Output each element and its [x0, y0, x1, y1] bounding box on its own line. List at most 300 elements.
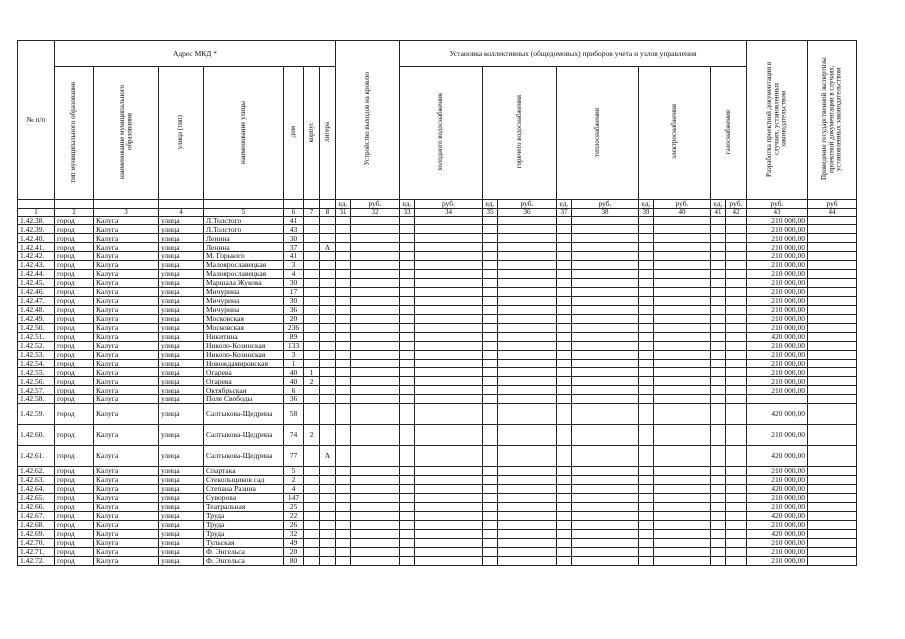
street-name-cell: Николо-Козинская: [204, 341, 284, 350]
empty-cell: [415, 252, 483, 261]
empty-cell: [336, 279, 351, 288]
empty-cell: [639, 494, 654, 503]
table-row: [18, 511, 857, 520]
empty-cell: [726, 225, 747, 234]
expertise-cost-cell: [808, 359, 857, 368]
korpus-cell: [304, 476, 320, 485]
empty-cell: [711, 270, 726, 279]
empty-cell: [711, 476, 726, 485]
empty-cell: [336, 323, 351, 332]
mo-type-cell: город: [55, 252, 94, 261]
table-row: [18, 476, 857, 485]
empty-cell: [726, 547, 747, 556]
empty-cell: [336, 476, 351, 485]
empty-cell: [711, 314, 726, 323]
empty-cell: [557, 305, 572, 314]
expertise-cost-cell: [808, 485, 857, 494]
mo-name-cell: Калуга: [94, 520, 159, 529]
empty-cell: [415, 485, 483, 494]
empty-cell: [483, 547, 498, 556]
empty-cell: [572, 243, 639, 252]
table-row: [18, 485, 857, 494]
empty-cell: [498, 425, 557, 446]
empty-cell: [711, 305, 726, 314]
empty-cell: [400, 305, 415, 314]
empty-cell: [557, 225, 572, 234]
design-cost-cell: 210 000,00: [747, 243, 808, 252]
empty-cell: [711, 446, 726, 467]
mo-type-cell: город: [55, 494, 94, 503]
empty-cell: [572, 547, 639, 556]
expertise-cost-cell: [808, 425, 857, 446]
empty-cell: [336, 446, 351, 467]
unit-rub: руб: [808, 199, 857, 208]
mo-type-cell: город: [55, 547, 94, 556]
mo-type-cell: город: [55, 538, 94, 547]
empty-cell: [415, 395, 483, 404]
empty-cell: [639, 377, 654, 386]
header-electricity: электроснабжения: [639, 67, 711, 200]
mo-type-cell: город: [55, 377, 94, 386]
unit-rub: руб.: [726, 199, 747, 208]
column-number: 38: [572, 208, 639, 216]
empty-cell: [400, 323, 415, 332]
empty-cell: [351, 216, 400, 225]
empty-cell: [557, 216, 572, 225]
empty-cell: [483, 359, 498, 368]
korpus-cell: [304, 261, 320, 270]
mo-type-cell: город: [55, 350, 94, 359]
empty-cell: [654, 476, 711, 485]
empty-cell: [336, 377, 351, 386]
litera-cell: [320, 494, 336, 503]
street-type-cell: улица: [159, 279, 204, 288]
empty-cell: [336, 225, 351, 234]
empty-cell: [400, 341, 415, 350]
empty-cell: [336, 485, 351, 494]
empty-cell: [557, 377, 572, 386]
column-number: 32: [351, 208, 400, 216]
empty-cell: [498, 305, 557, 314]
column-number: 3: [94, 208, 159, 216]
empty-cell: [400, 529, 415, 538]
street-type-cell: улица: [159, 323, 204, 332]
empty-cell: [483, 538, 498, 547]
expertise-cost-cell: [808, 288, 857, 297]
column-number: 44: [808, 208, 857, 216]
empty-cell: [351, 305, 400, 314]
empty-cell: [557, 243, 572, 252]
korpus-cell: [304, 323, 320, 332]
empty-cell: [572, 341, 639, 350]
header-cold-water: холодного водоснабжения: [400, 67, 483, 200]
mo-type-cell: город: [55, 511, 94, 520]
empty-cell: [639, 288, 654, 297]
mo-name-cell: Калуга: [94, 476, 159, 485]
korpus-cell: [304, 467, 320, 476]
empty-cell: [711, 296, 726, 305]
table-row: [18, 234, 857, 243]
empty-cell: [415, 341, 483, 350]
empty-cell: [711, 547, 726, 556]
row-number: 1.42.54.: [18, 359, 55, 368]
empty-cell: [711, 502, 726, 511]
header-street-name: наименование улицы: [204, 67, 284, 200]
table-row: [18, 538, 857, 547]
mo-name-cell: Калуга: [94, 270, 159, 279]
house-cell: 26: [284, 520, 304, 529]
empty-cell: [498, 446, 557, 467]
litera-cell: А: [320, 243, 336, 252]
empty-cell: [336, 341, 351, 350]
empty-cell: [415, 323, 483, 332]
empty-cell: [557, 234, 572, 243]
empty-cell: [726, 425, 747, 446]
empty-cell: [498, 288, 557, 297]
table-row: [18, 261, 857, 270]
empty-cell: [336, 252, 351, 261]
house-cell: 43: [284, 225, 304, 234]
empty-cell: [415, 314, 483, 323]
empty-cell: [726, 395, 747, 404]
house-cell: 20: [284, 314, 304, 323]
header-korpus: корпус: [304, 67, 320, 200]
street-type-cell: улица: [159, 216, 204, 225]
empty-cell: [711, 494, 726, 503]
design-cost-cell: 210 000,00: [747, 323, 808, 332]
expertise-cost-cell: [808, 305, 857, 314]
empty-cell: [639, 467, 654, 476]
mo-name-cell: Калуга: [94, 332, 159, 341]
design-cost-cell: 210 000,00: [747, 520, 808, 529]
korpus-cell: [304, 270, 320, 279]
house-cell: 41: [284, 252, 304, 261]
mo-type-cell: город: [55, 467, 94, 476]
house-cell: 4: [284, 485, 304, 494]
design-cost-cell: 420 000,00: [747, 446, 808, 467]
table-row: [18, 332, 857, 341]
street-type-cell: улица: [159, 386, 204, 395]
design-cost-cell: 210 000,00: [747, 350, 808, 359]
empty-cell: [726, 377, 747, 386]
korpus-cell: [304, 359, 320, 368]
row-number: 1.42.41.: [18, 243, 55, 252]
empty-cell: [415, 476, 483, 485]
empty-cell: [336, 234, 351, 243]
empty-cell: [483, 225, 498, 234]
empty-cell: [639, 332, 654, 341]
empty-cell: [654, 332, 711, 341]
empty-cell: [498, 386, 557, 395]
empty-cell: [572, 288, 639, 297]
empty-cell: [351, 359, 400, 368]
empty-cell: [726, 502, 747, 511]
korpus-cell: [304, 395, 320, 404]
empty-cell: [498, 395, 557, 404]
empty-cell: [726, 314, 747, 323]
empty-cell: [400, 538, 415, 547]
empty-cell: [415, 446, 483, 467]
empty-cell: [400, 288, 415, 297]
litera-cell: [320, 368, 336, 377]
empty-cell: [639, 270, 654, 279]
mo-name-cell: Калуга: [94, 467, 159, 476]
empty-cell: [400, 359, 415, 368]
column-numbers-row: [18, 208, 857, 216]
empty-cell: [639, 252, 654, 261]
table-row: [18, 556, 857, 565]
empty-cell: [498, 511, 557, 520]
expertise-cost-cell: [808, 538, 857, 547]
expertise-cost-cell: [808, 270, 857, 279]
empty-cell: [572, 225, 639, 234]
expertise-cost-cell: [808, 252, 857, 261]
mo-type-cell: город: [55, 225, 94, 234]
empty-cell: [415, 296, 483, 305]
design-cost-cell: 420 000,00: [747, 332, 808, 341]
korpus-cell: [304, 511, 320, 520]
mo-name-cell: Калуга: [94, 305, 159, 314]
empty-cell: [498, 538, 557, 547]
design-cost-cell: 210 000,00: [747, 547, 808, 556]
empty-cell: [726, 341, 747, 350]
empty-cell: [483, 234, 498, 243]
empty-cell: [726, 305, 747, 314]
expertise-cost-cell: [808, 529, 857, 538]
empty-cell: [639, 359, 654, 368]
empty-cell: [557, 341, 572, 350]
empty-cell: [557, 404, 572, 425]
empty-cell: [498, 234, 557, 243]
empty-cell: [639, 279, 654, 288]
empty-cell: [711, 332, 726, 341]
row-number: 1.42.42.: [18, 252, 55, 261]
empty-cell: [336, 556, 351, 565]
design-cost-cell: 210 000,00: [747, 359, 808, 368]
row-number: 1.42.45.: [18, 279, 55, 288]
empty-cell: [639, 404, 654, 425]
empty-cell: [726, 538, 747, 547]
empty-cell: [336, 502, 351, 511]
empty-cell: [654, 296, 711, 305]
mo-type-cell: город: [55, 556, 94, 565]
empty-cell: [400, 296, 415, 305]
unit-ed: ед.: [639, 199, 654, 208]
mo-name-cell: Калуга: [94, 314, 159, 323]
design-cost-cell: 420 000,00: [747, 529, 808, 538]
empty-cell: [483, 314, 498, 323]
unit-ed: ед.: [400, 199, 415, 208]
empty-cell: [351, 225, 400, 234]
korpus-cell: [304, 538, 320, 547]
empty-cell: [483, 332, 498, 341]
empty-cell: [572, 332, 639, 341]
empty-cell: [639, 243, 654, 252]
header-mo-name: наименование муниципального образования: [94, 67, 159, 200]
row-number: 1.42.64.: [18, 485, 55, 494]
empty-cell: [639, 296, 654, 305]
empty-cell: [639, 216, 654, 225]
empty-cell: [351, 467, 400, 476]
empty-cell: [557, 556, 572, 565]
litera-cell: [320, 538, 336, 547]
empty-cell: [336, 520, 351, 529]
mo-name-cell: Калуга: [94, 368, 159, 377]
row-number: 1.42.68.: [18, 520, 55, 529]
street-type-cell: улица: [159, 332, 204, 341]
empty-cell: [654, 547, 711, 556]
empty-cell: [351, 296, 400, 305]
empty-cell: [557, 359, 572, 368]
empty-cell: [351, 270, 400, 279]
row-number: 1.42.66.: [18, 502, 55, 511]
street-name-cell: Тульская: [204, 538, 284, 547]
house-cell: 20: [284, 547, 304, 556]
street-type-cell: улица: [159, 288, 204, 297]
table-row: [18, 529, 857, 538]
empty-cell: [639, 538, 654, 547]
empty-cell: [498, 225, 557, 234]
empty-cell: [498, 270, 557, 279]
expertise-cost-cell: [808, 314, 857, 323]
row-number: 1.42.59.: [18, 404, 55, 425]
mo-name-cell: Калуга: [94, 234, 159, 243]
design-cost-cell: 210 000,00: [747, 234, 808, 243]
empty-cell: [498, 476, 557, 485]
litera-cell: [320, 234, 336, 243]
empty-cell: [498, 243, 557, 252]
empty-cell: [654, 341, 711, 350]
design-cost-cell: 210 000,00: [747, 305, 808, 314]
design-cost-cell: 210 000,00: [747, 502, 808, 511]
korpus-cell: [304, 216, 320, 225]
empty-cell: [711, 252, 726, 261]
mo-name-cell: Калуга: [94, 279, 159, 288]
empty-cell: [400, 243, 415, 252]
street-type-cell: улица: [159, 377, 204, 386]
empty-cell: [351, 279, 400, 288]
design-cost-cell: 210 000,00: [747, 386, 808, 395]
house-cell: 17: [284, 288, 304, 297]
street-type-cell: улица: [159, 296, 204, 305]
empty-cell: [572, 234, 639, 243]
table-row: [18, 216, 857, 225]
empty-cell: [654, 485, 711, 494]
mo-name-cell: Калуга: [94, 502, 159, 511]
column-number: 5: [204, 208, 284, 216]
mo-type-cell: город: [55, 520, 94, 529]
empty-cell: [483, 305, 498, 314]
expertise-cost-cell: [808, 547, 857, 556]
column-number: 6: [284, 208, 304, 216]
header-street-type: улица (тип): [159, 67, 204, 200]
street-name-cell: Московская: [204, 314, 284, 323]
empty-cell: [654, 386, 711, 395]
empty-cell: [351, 314, 400, 323]
street-name-cell: Труда: [204, 511, 284, 520]
table-row: [18, 547, 857, 556]
empty-cell: [483, 494, 498, 503]
empty-cell: [711, 538, 726, 547]
street-type-cell: улица: [159, 305, 204, 314]
expertise-cost-cell: [808, 296, 857, 305]
empty-cell: [572, 494, 639, 503]
expertise-cost-cell: [808, 243, 857, 252]
empty-cell: [639, 341, 654, 350]
house-cell: 147: [284, 494, 304, 503]
street-name-cell: Мичурина: [204, 296, 284, 305]
korpus-cell: [304, 296, 320, 305]
expertise-cost-cell: [808, 350, 857, 359]
house-cell: 41: [284, 216, 304, 225]
street-name-cell: Ф. Энгельса: [204, 556, 284, 565]
empty-cell: [557, 502, 572, 511]
empty-cell: [711, 395, 726, 404]
empty-cell: [572, 368, 639, 377]
empty-cell: [415, 377, 483, 386]
street-name-cell: Поле Свободы: [204, 395, 284, 404]
row-number: 1.42.63.: [18, 476, 55, 485]
empty-cell: [639, 547, 654, 556]
street-name-cell: Салтыкова-Щедрина: [204, 425, 284, 446]
street-name-cell: Суворова: [204, 494, 284, 503]
street-name-cell: Ленина: [204, 234, 284, 243]
empty-cell: [400, 467, 415, 476]
expertise-cost-cell: [808, 225, 857, 234]
empty-cell: [726, 288, 747, 297]
column-number: 35: [483, 208, 498, 216]
empty-cell: [498, 547, 557, 556]
table-row: [18, 225, 857, 234]
empty-cell: [498, 529, 557, 538]
mo-type-cell: город: [55, 529, 94, 538]
empty-cell: [336, 467, 351, 476]
litera-cell: [320, 476, 336, 485]
empty-cell: [726, 261, 747, 270]
table-row: [18, 425, 857, 446]
empty-cell: [483, 270, 498, 279]
unit-ed: ед.: [336, 199, 351, 208]
house-cell: 77: [284, 446, 304, 467]
row-number: 1.42.72.: [18, 556, 55, 565]
litera-cell: [320, 296, 336, 305]
table-row: [18, 467, 857, 476]
korpus-cell: 1: [304, 368, 320, 377]
korpus-cell: [304, 556, 320, 565]
expertise-cost-cell: [808, 386, 857, 395]
unit-rub: руб.: [415, 199, 483, 208]
column-number: 8: [320, 208, 336, 216]
empty-cell: [415, 243, 483, 252]
street-type-cell: улица: [159, 485, 204, 494]
empty-cell: [400, 404, 415, 425]
empty-cell: [572, 476, 639, 485]
empty-cell: [498, 341, 557, 350]
litera-cell: [320, 502, 336, 511]
litera-cell: [320, 341, 336, 350]
mo-type-cell: город: [55, 296, 94, 305]
empty-cell: [415, 538, 483, 547]
row-number: 1.42.61.: [18, 446, 55, 467]
empty-cell: [639, 529, 654, 538]
unit-rub: руб.: [351, 199, 400, 208]
empty-cell: [654, 243, 711, 252]
empty-cell: [639, 368, 654, 377]
empty-cell: [654, 538, 711, 547]
expertise-cost-cell: [808, 261, 857, 270]
mo-type-cell: город: [55, 243, 94, 252]
table-row: [18, 305, 857, 314]
